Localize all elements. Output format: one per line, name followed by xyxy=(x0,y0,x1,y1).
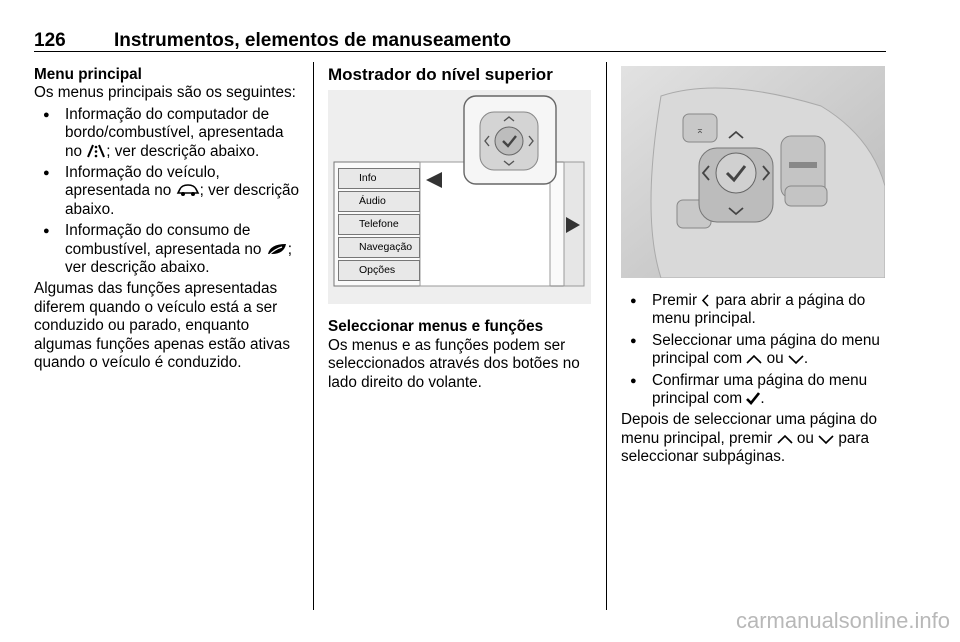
display-menu-illustration xyxy=(328,90,591,304)
body-text-part: para seleccionar subpáginas. xyxy=(621,429,869,466)
car-icon xyxy=(176,183,200,197)
bullet-list xyxy=(621,292,889,408)
menu-item-label: Opções xyxy=(359,264,396,277)
body-text xyxy=(621,411,889,466)
menu-item-label: Navegação xyxy=(359,241,413,254)
menu-item-label: Info xyxy=(359,172,377,185)
eco-leaf-icon xyxy=(266,242,288,256)
column-middle xyxy=(328,66,596,392)
page-title: Instrumentos, elementos de manuseamento xyxy=(114,30,511,51)
bullet-text: Confirmar uma página do menu principal com xyxy=(652,371,868,408)
checkmark-icon xyxy=(746,392,760,405)
ok-button-icon xyxy=(716,153,756,193)
bullet-text: Premir xyxy=(652,292,702,309)
menu-item-label: Telefone xyxy=(359,218,399,231)
svg-text:⌅: ⌅ xyxy=(695,125,705,136)
page-header xyxy=(34,30,886,52)
column-left xyxy=(34,66,302,373)
page-number: 126 xyxy=(34,30,66,51)
section-heading: Seleccionar menus e funções xyxy=(328,318,544,336)
menu-item xyxy=(338,237,420,258)
bullet-text: ou xyxy=(762,350,788,368)
bullet-list xyxy=(34,106,302,278)
steering-wheel-controls-illustration xyxy=(621,66,885,278)
menu-item-label: Áudio xyxy=(359,195,386,208)
bullet-text: Seleccionar uma página do menu principal com xyxy=(652,331,880,368)
bullet-text: Informação do consumo de combustível, apresentada no xyxy=(65,222,266,258)
intro-text: Os menus principais são os seguintes: xyxy=(34,84,296,102)
list-item xyxy=(621,332,889,369)
chevron-up-icon xyxy=(746,353,762,365)
menu-item xyxy=(338,191,420,212)
chevron-down-icon xyxy=(788,353,804,365)
body-text: Os menus e as funções podem ser seleccionados através dos botões no lado direito do volante. xyxy=(328,336,580,391)
trip-computer-icon xyxy=(86,144,106,158)
bullet-text: . xyxy=(803,350,809,368)
bullet-text: para abrir a página do menu principal. xyxy=(652,292,866,328)
body-text: Algumas das funções apresentadas diferem quando o veículo está a ser conduzido ou parado, enquanto algumas funções apenas estão ativas quando o veículo é conduzido. xyxy=(34,280,290,372)
column-divider xyxy=(606,62,607,610)
list-item xyxy=(621,372,889,409)
bullet-text: Informação do computador de bordo/combustível, apresentada no xyxy=(65,105,284,160)
list-item xyxy=(34,164,302,219)
column-right xyxy=(621,66,889,467)
bullet-text: ; ver descrição abaixo. xyxy=(106,142,260,160)
menu-item xyxy=(338,260,420,281)
bullet-text: Informação do veículo, apresentada no xyxy=(65,164,220,200)
menu-item xyxy=(338,168,420,189)
chevron-left-icon xyxy=(701,294,711,307)
section-heading: Mostrador do nível superior xyxy=(328,65,553,84)
list-item xyxy=(621,292,889,329)
bullet-text: ; ver descrição abaixo. xyxy=(65,240,292,277)
chevron-up-icon xyxy=(777,433,793,445)
list-item xyxy=(34,106,302,161)
bullet-text: ; ver descrição abaixo. xyxy=(65,182,300,218)
body-text-part: Depois de seleccionar uma página do menu principal, premir xyxy=(621,411,877,447)
steering-wheel-illustration xyxy=(621,66,885,278)
list-item xyxy=(34,222,302,277)
ok-button-icon xyxy=(495,127,523,155)
body-text-part: ou xyxy=(792,429,819,447)
watermark: carmanualsonline.info xyxy=(735,608,950,633)
bullet-text: . xyxy=(760,390,765,408)
menu-list xyxy=(338,168,420,283)
chevron-down-icon xyxy=(818,433,834,445)
column-divider xyxy=(313,62,314,610)
section-heading: Menu principal xyxy=(34,66,142,83)
menu-item xyxy=(338,214,420,235)
